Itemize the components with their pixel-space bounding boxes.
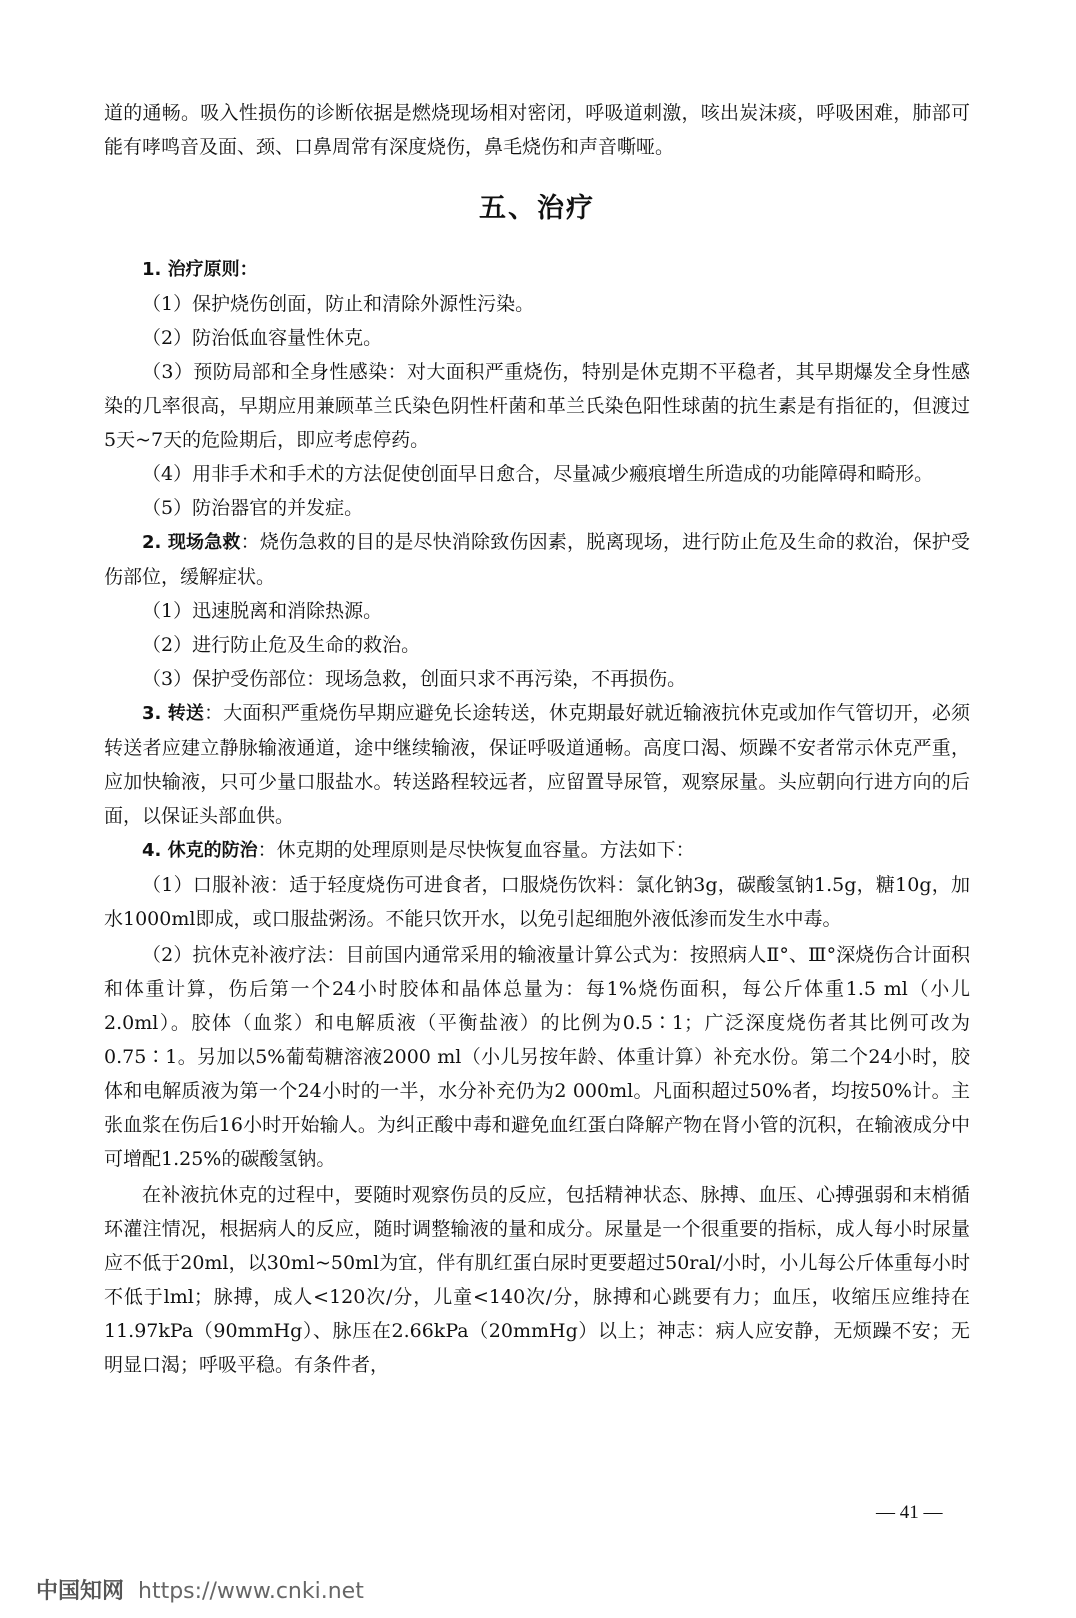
- page-number: — 41 —: [876, 1502, 943, 1523]
- list-item: （1）口服补液：适于轻度烧伤可进食者，口服烧伤饮料：氯化钠3g，碳酸氢钠1.5g，糖10g，加水1000ml即成，或口服盐粥汤。不能只饮开水，以免引起细胞外液低渗而发生水中毒。: [104, 874, 970, 930]
- list-item: （5）防治器官的并发症。: [142, 497, 364, 519]
- cnki-logo: 中国知网: [36, 1579, 125, 1604]
- subsection-text-3: ：大面积严重烧伤早期应避免长途转送，休克期最好就近输液抗休克或加作气管切开，必须转送者应建立静脉输液通道，途中继续输液，保证呼吸道通畅。高度口渴、烦躁不安者常示休克严重，应加快输液，只可少量口服盐水。转送路程较远者，应留置导尿管，观察尿量。头应朝向行进方向的后面，以保证头部血供。: [104, 702, 970, 827]
- section-heading: 五、治疗: [479, 193, 595, 224]
- list-item: （3）预防局部和全身性感染：对大面积严重烧伤，特别是休克期不平稳者，其早期爆发全身性感染的几率很高，早期应用兼顾革兰氏染色阴性杆菌和革兰氏染色阳性球菌的抗生素是有指征的，但渡过5天~7天的危险期后，即应考虑停药。: [104, 361, 970, 451]
- document-page: [104, 96, 970, 1382]
- list-item: （2）防治低血容量性休克。: [142, 327, 383, 349]
- subsection-2: [104, 525, 970, 594]
- subsection-text-4: ：休克期的处理原则是尽快恢复血容量。方法如下：: [257, 839, 695, 861]
- paragraph: 在补液抗休克的过程中，要随时观察伤员的反应，包括精神状态、脉搏、血压、心搏强弱和末梢循环灌注情况，根据病人的反应，随时调整输液的量和成分。尿量是一个很重要的指标，成人每小时尿量应不低于20ml，以30ml~50ml为宜，伴有肌红蛋白尿时更要超过50ral/小时，小儿每公斤体重每小时不低于lml；脉搏，成人<120次/分，儿童<140次/分，脉搏和心跳要有力；血压，收缩压应维持在11.97kPa（90mmHg）、脉压在2.66kPa（20mmHg）以上；神志：病人应安静，无烦躁不安；无明显口渴；呼吸平稳。有条件者，: [104, 1184, 970, 1376]
- subsection-title-4: 4. 休克的防治: [142, 840, 258, 861]
- list-item: （2）进行防止危及生命的救治。: [142, 634, 421, 656]
- footer-url: https://www.cnki.net: [138, 1579, 364, 1604]
- paragraph-continued: 道的通畅。吸入性损伤的诊断依据是燃烧现场相对密闭，呼吸道刺激，咳出炭沫痰，呼吸困难，肺部可能有哮鸣音及面、颈、口鼻周常有深度烧伤，鼻毛烧伤和声音嘶哑。: [104, 102, 970, 158]
- subsection-title-1: 1. 治疗原则：: [142, 259, 258, 280]
- list-item: （1）保护烧伤创面，防止和清除外源性污染。: [142, 293, 535, 315]
- subsection-title-2: 2. 现场急救: [142, 532, 241, 553]
- list-item: （3）保护受伤部位：现场急救，创面只求不再污染，不再损伤。: [142, 668, 687, 690]
- subsection-3: [104, 696, 970, 833]
- list-item: （4）用非手术和手术的方法促使创面早日愈合，尽量减少瘢痕增生所造成的功能障碍和畸形。: [142, 463, 934, 485]
- subsection-text-2: ：烧伤急救的目的是尽快消除致伤因素，脱离现场，进行防止危及生命的救治，保护受伤部位，缓解症状。: [104, 531, 970, 588]
- footer-watermark: [36, 1574, 364, 1605]
- subsection-title-3: 3. 转送: [142, 703, 205, 724]
- subsection-4: [104, 833, 970, 868]
- list-item: （2）抗休克补液疗法：目前国内通常采用的输液量计算公式为：按照病人Ⅱ°、Ⅲ°深烧伤合计面积和体重计算，伤后第一个24小时胶体和晶体总量为：每1%烧伤面积，每公斤体重1.5 ml（小儿2.0ml）。胶体（血浆）和电解质液（平衡盐液）的比例为0.5∶1；广泛深度烧伤者其比例可改为0.75∶1。另加以5%葡萄糖溶液2000 ml（小儿另按年龄、体重计算）补充水份。第二个24小时，胶体和电解质液为第一个24小时的一半，水分补充仍为2 000ml。凡面积超过50%者，均按50%计。主张血浆在伤后16小时开始输人。为纠正酸中毒和避免血红蛋白降解产物在肾小管的沉积，在输液成分中可增配1.25%的碳酸氢钠。: [104, 944, 970, 1170]
- list-item: （1）迅速脱离和消除热源。: [142, 600, 383, 622]
